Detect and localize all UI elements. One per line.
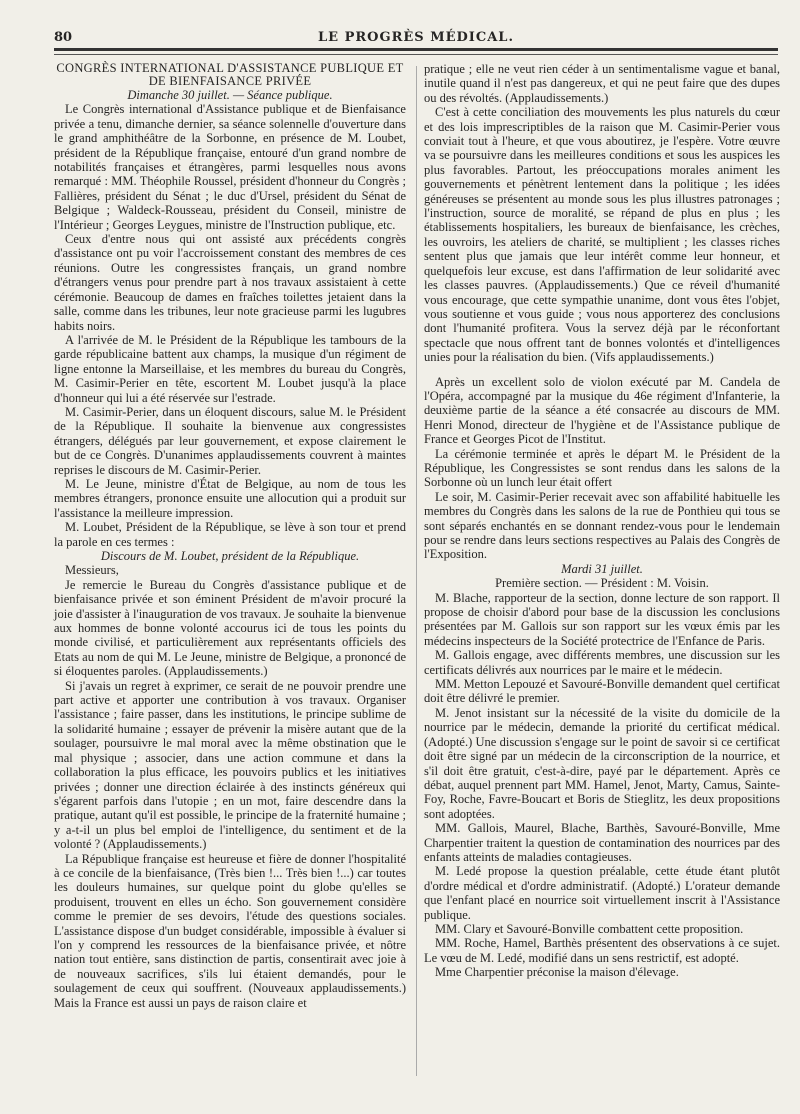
header-rule-thick — [54, 48, 778, 51]
minutes-paragraph: M. Jenot insistant sur la nécessité de la visite du domicile de la nourrice par le médecin, demande la priorité du certificat médical. (Adopté.) Une discussion s'engage sur le point de savoir si ce certificat doit être signé par un médecin de la circonscription de la nourrice, et s'il doit être gratuit, c'est-à-dire, payé par le département. Après ce débat, auquel prennent part MM. Hamel, Jenot, Marty, Camus, Sainte-Foy, Roche, Favre-Boucart et Boris de Stieglitz, les deux propositions sont adoptées. — [424, 705, 780, 821]
minutes-paragraph: MM. Metton Lepouzé et Savouré-Bonville demandent quel certificat doit être délivré le premier. — [424, 677, 780, 706]
minutes-paragraph: M. Blache, rapporteur de la section, donne lecture de son rapport. Il propose de choisir d'abord pour base de la discussion les conclusions présentées par M. Gallois sur son rapport sur les vœux émis par les médecins inspecteurs de la Société protectrice de l'Enfance de Paris. — [424, 590, 780, 648]
spacer — [424, 365, 780, 375]
session-dateline: Dimanche 30 juillet. — Séance publique. — [127, 88, 333, 102]
paragraph: M. Casimir-Perier, dans un éloquent discours, salue M. le Président de la République. Il souhaite la bienvenue aux congressistes étrangers, délégués par leur gouvernement, et expose clairement le but de ce Congrès. D'unanimes applaudissements couvrent à maintes reprises le discours de M. Casimir-Perier. — [54, 404, 406, 477]
column-divider — [416, 66, 417, 1076]
salutation: Messieurs, — [65, 563, 119, 578]
left-column — [54, 62, 406, 1010]
speech-heading: Discours de M. Loubet, président de la République. — [100, 549, 360, 563]
paragraph: Après un excellent solo de violon exécuté par M. Candela de l'Opéra, accompagné par la musique du 46e régiment d'Infanterie, la deuxième partie de la séance a été consacrée au discours de MM. Henri Monod, directeur de l'hygiène et de l'Assistance publique de France et Georges Picot de l'Institut. — [424, 374, 780, 447]
right-column — [424, 62, 780, 980]
minutes-paragraph: Mme Charpentier préconise la maison d'élevage. — [435, 965, 679, 980]
paragraph: Le Congrès international d'Assistance publique et de Bienfaisance privée a tenu, dimanche dernier, sa séance solennelle d'ouverture dans le grand amphithéâtre de la Sorbonne, en présence de M. Loubet, président de la République française, entouré d'un grand nombre de notabilités françaises et étrangères, parmi lesquelles nous avons remarqué : MM. Théophile Roussel, président d'honneur du Congrès ; Fallières, président du Sénat ; le duc d'Ursel, président du Sénat de Belgique ; Waldeck-Rousseau, président du Conseil, ministre de l'Intérieur ; Georges Leygues, ministre de l'Instruction publique, etc. — [54, 102, 406, 232]
speech-paragraph: Si j'avais un regret à exprimer, ce serait de ne pouvoir prendre une part active et apporter une contribution à vos travaux. Organiser l'assistance ; faire passer, dans les institutions, le principe sublime de la solidarité humaine ; essayer de prévenir la misère autant que de la soulager, poursuivre le mal moral avec la même obstination que le mal physique ; associer, dans une action commune et dans la collaboration la plus efficace, les pouvoirs publics et les initiatives privées ; donner une direction éclairée à des instincts généreux qui s'égarent parfois dans l'utopie ; en un mot, faire descendre dans la pratique, autant qu'il est possible, le principe de la fraternité humaine ; y a-t-il un plus bel emploi de l'intelligence, du sentiment et de la volonté ? (Applaudissements.) — [54, 678, 406, 852]
speech-paragraph: Je remercie le Bureau du Congrès d'assistance publique et de bienfaisance privée et son éminent Président de m'avoir procuré la joie d'assister à l'inauguration de vos travaux. Je souhaite la bienvenue aux hommes de bonne volonté accourus ici de tous les points du monde civilisé, et particulièrement aux représentants officiels des Etats au nom de qui M. Le Jeune, ministre de Belgique, a prononcé de si éloquentes paroles. (Applaudissements.) — [54, 577, 406, 679]
paragraph: La cérémonie terminée et après le départ M. le Président de la République, les Congressistes se sont rendus dans les salons de la Sorbonne où un lunch leur était offert — [424, 446, 780, 490]
page-header — [54, 30, 778, 46]
minutes-paragraph: MM. Clary et Savouré-Bonville combattent cette proposition. — [435, 921, 744, 936]
speech-continuation: pratique ; elle ne veut rien céder à un sentimentalisme vague et banal, inutile quand il n'est pas dangereux, et qui ne peut faire que des dupes ou des révoltés. (Applaudissements.) — [424, 62, 780, 105]
speech-paragraph: La République française est heureuse et fière de donner l'hospitalité à ce concile de la bienfaisance, (Très bien !... Très bien !...) car toutes les douleurs humaines, sur quelque point du globe qu'elles se produisent, trouvent en elles un écho. Son gouvernement considère comme le premier de ses devoirs, l'étude des questions sociales. L'assistance dispose d'un budget considérable, impossible à évaluer si l'on y comprend les ressources de la bienfaisance privée, et nôtre nation tout entière, sans distinction de partis, consentirait avec joie à de nouveaux sacrifices, s'ils lui étaient demandés, pour le soulagement de ceux qui souffrent. (Nouveaux applaudissements.) Mais la France est aussi un pays de raison claire et — [54, 851, 406, 1010]
article-title: CONGRÈS INTERNATIONAL D'ASSISTANCE PUBLIQUE ET DE BIENFAISANCE PRIVÉE — [56, 61, 404, 88]
paragraph: A l'arrivée de M. le Président de la République les tambours de la garde républicaine battent aux champs, la musique d'un régiment de ligne entonne la Marseillaise, et les membres du bureau du Congrès, M. Casimir-Perier en tête, escortent M. Loubet jusqu'à la place d'honneur qui lui a été réservée sur l'estrade. — [54, 332, 406, 405]
minutes-paragraph: MM. Gallois, Maurel, Blache, Barthès, Savouré-Bonville, Mme Charpentier traitent la question de contamination des nourrices par des enfants atteints de maladies contagieuses. — [424, 821, 780, 864]
minutes-paragraph: MM. Roche, Hamel, Barthès présentent des observations à ce sujet. Le vœu de M. Ledé, modifié dans un sens restrictif, est adopté. — [424, 936, 780, 965]
speech-continuation: C'est à cette conciliation des mouvements les plus naturels du cœur et des lois imprescriptibles de la raison que M. Casimir-Perier vous conviait tout à l'heure, et que vous aboutirez, je l'espère. Votre œuvre va se poursuivre dans les meilleures conditions et sous les auspices les plus favorables. Partout, les préoccupations morales animent les gouvernements et pénètrent lentement dans la politique ; les idées généreuses se présentent au monde sous les plus illustres patronages ; l'instruction, source de moralité, se répand de plus en plus ; les établissements hospitaliers, les bureaux de bienfaisance, les crèches, les ouvroirs, les ateliers de charité, se multiplient ; les classes riches sentent plus que jamais que leur intérêt comme leur honneur, et quelquefois leur excuse, est dans l'affirmation de leur solidarité avec les classes pauvres. (Applaudissements.) Que ce réveil d'humanité vous encourage, que cette sympathie unanime, dont vous êtes l'objet, vous soutienne et vous guide ; vous nous apporterez des conclusions dont l'humanité profitera. Vous la servez déjà par le réconfortant spectacle que nous offrent tant de bonnes volontés et d'intelligences unies pour la réalisation du bien. (Vifs applaudissements.) — [424, 105, 780, 365]
header-rule-thin — [54, 54, 778, 55]
paragraph: Ceux d'entre nous qui ont assisté aux précédents congrès d'assistance ont pu voir l'accroissement constant des membres de ces réunions. Outre les congressistes français, un grand nombre d'étrangers venus pour prendre part à nos travaux assistaient à cette cérémonie. Beaucoup de dames en fraîches toilettes jetaient dans la salle, comme dans les tribunes, leur note gracieuse parmi les lugubres habits noirs. — [54, 232, 406, 333]
paragraph: M. Le Jeune, ministre d'État de Belgique, au nom de tous les membres étrangers, prononce ensuite une allocution qui a produit sur l'assistance la meilleure impression. — [54, 476, 406, 520]
journal-title: LE PROGRÈS MÉDICAL. — [318, 30, 514, 45]
paragraph: M. Loubet, Président de la République, se lève à son tour et prend la parole en ces termes : — [54, 520, 406, 549]
page-number: 80 — [54, 30, 73, 45]
minutes-paragraph: M. Ledé propose la question préalable, cette étude étant plutôt d'ordre médical et d'ordre administratif. (Adopté.) L'orateur demande que l'enfant placé en nourrice soit virtuellement inscrit à l'Assistance publique. — [424, 864, 780, 922]
section-heading: Première section. — Président : M. Voisin. — [495, 576, 709, 591]
paragraph: Le soir, M. Casimir-Perier recevait avec son affabilité habituelle les membres du Congrès dans les salons de la rue de Ponthieu qui tous se sont séparés enchantés en se donnant rendez-vous pour le lendemain pour se rendre dans leurs sections respectives au Palais des Congrès de l'Exposition. — [424, 489, 780, 562]
minutes-paragraph: M. Gallois engage, avec différents membres, une discussion sur les certificats délivrés aux nourrices par le maire et le médecin. — [424, 648, 780, 677]
second-dateline: Mardi 31 juillet. — [561, 561, 643, 576]
